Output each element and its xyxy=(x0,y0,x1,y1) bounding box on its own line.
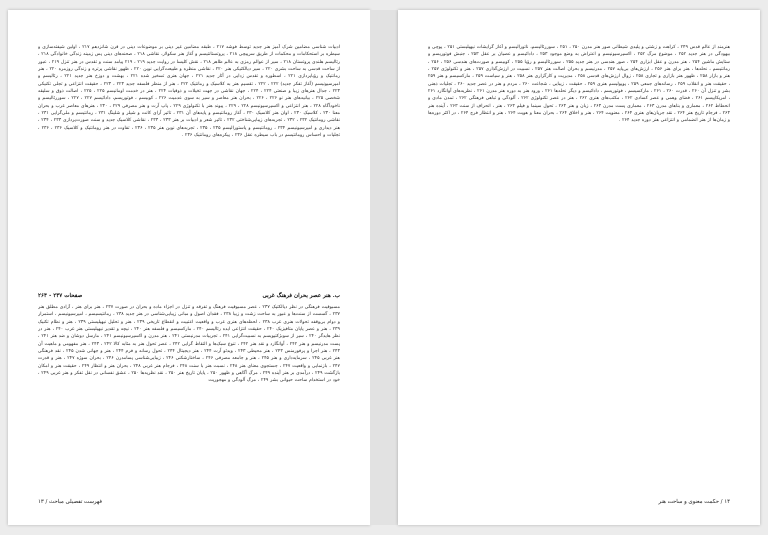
left-paragraph-2: مسبوقیت فرهنگی در نظر دیالکتیک ۲۳۷ ، عصر مسبوقیت فرهنگ و تفرقه و تنزل در اجزاء ماده و بحران در صورت ۲۳۷ ، هنر برای هنر ، آزادی مطلق هنر ۲۳۷ ، گسست از سنت‌ها و عبور به ساحت زشت و زیبا ۲۳۸ ، فقدان اصول و مبانی زیبایی‌شناسی در هنر جدید ۲۳۸ ، رمانتیسیسم ، امپرسیونیسم ، استمرار و دوام بی‌وقفه تحولات هنری غرب ۲۳۸ ، لحظه‌های هنری غرب و واقعیت اعتبیت و انقطاع تاریخی ۲۳۹ ، هنر و تحلیل نیهیلیستی ۲۳۹ ، هنر و نظام تکنیک ۲۳۹ ، هنر و عصر پایان متافیزیک ۲۴۰ ، حقیقت انتزاعی ایده رئالیسم ۲۴۰ ، مارکسیسم و فلسفه هنر ۲۴۰ ، نیچه و تقدیر نیهیلیستی هنر غرب ۲۴۰ ، هنر در نظر هایدگر ۲۴۰ ، سیر از سوبژکتیویسم به نسبیت‌گرایی ۲۴۱ ، تجربیات مدرنیستی ۲۴۱ ، هنر مدرن و اکسپرسیونیسم ۲۴۱ ، مارسل دوشان و ضد هنر ۲۴۱ ، پست مدرنیسم و هنر ۲۴۲ ، آوانگارد و نقد هنر ۲۴۲ ، تنوع سبک‌ها و التقاط گرایی ۲۴۲ ، عصر تحول هنر به مثابه کالا ۲۴۲ ، ۲۴۳ ، هنر مفهومی و ماهیت آن ۲۴۳ ، هنر اجرا و پرفورمنس ۲۴۳ ، هنر محیطی ۲۴۳ ، ویدئو آرت ۲۴۴ ، هنر دیجیتال ۲۴۴ ، تحول رسانه و فرم ۲۴۴ ، هنر و جهانی شدن ۲۴۵ ، نقد فرهنگی هنر غربی ۲۴۵ ، سرمایه‌داری و هنر ۲۴۵ ، هنر و جامعه مصرفی ۲۴۶ ، ساختارشکنی ۲۴۶ ، زیبایی‌شناسی پسامدرن ۲۴۶ ، بحران سوژه ۲۴۷ ، هنر و قدرت ۲۴۷ ، بازنمایی و واقعیت ۲۴۷ ، جستجوی معنای هنر ۲۴۸ ، نسبت هنر با سنت ۲۴۸ ، فرجام هنر غربی ۲۴۸ ، بحران هنر و انتظار ۲۴۹ ، حقیقت هنر و امکان بازگشت ۲۴۹ ، درآمدی بر هنر آینده ۲۴۹ ، مرگ آگاهی و ظهور ۲۵۰ ، پایان تاریخ هنر ۲۵۰ ، نقد نظریه‌ها ۲۵۰ ، عشق نفسانی در نقل تفکر و هنر غربی ۲۴۹ ، خود در استخدام ساحت حیوانی بشر ۲۴۹ ، مرگ آلودگی و مهجوریت xyxy=(38,305,340,384)
left-page-footer: فهرست تفصیلی مباحث / ۱۳ xyxy=(38,499,102,505)
book-gutter xyxy=(370,10,398,525)
left-paragraph-1: ادبیات شناسی مضامین شرک آمیز هنر جدید توسط فوشه ۲۱۷ ، طبقه مضامین غیر دینی بر موضوعات دینی در قرن شانزدهم ۲۱۷ ، اولین شیفته‌سازی و سیطره بر استحکامات و محکمات از طریق سرپیچی ۲۱۸ ، پروتستانتیسم و آغاز هنر سکولار، نقاشی ۲۱۸ ، صحنه‌های دینی پس زمینه زندگی خانوادگی ۲۱۸ ، رئالیسم‌ هلندی پروتستان ۲۱۸ ، سیر از عوالم رمزی به عالم ظاهر ۲۱۸ ، نقش کلیسا در روایت جدید ۲۱۹ ، ۲۱۹ پیامد سنت و تقدس در هنر تنزل ۲۱۹ ، عبور از ساحت قدسی به ساحت بشری ۲۲۰ ، سیر دیالکتیکی هنر ۲۲۰ ، نقاشی منظره و طبیعت‌گرایی نوین ۲۲۰ ، ظهور نقاشی پرتره و زندگی روزمره ۲۲۰ ، هنر رمانتیک و رؤیاپردازی ۲۲۱ ، اسطوره و تقدس زدایی در آثار جدید ۲۲۱ ، جهان هنری تسخیر شده ۲۲۱ ، بهشت و دوزخ هنر جدید ۲۲۱ ، رئالیسم و امپرسیونیسم (آغاز تفکر جدید) ۲۲۲ ، ۲۲۲ ، تقسیم هنر به کلاسیک و رمانتیک ۲۲۲ ، هنر از منظر فلسفه جدید ۲۲۳ ، ۲۲۳ ، حقیقت انتزاعی و تجلی تکنیکی ۲۲۳ ، جدال هنرهای زیبا و صنعتی ۲۲۴ ، ۲۲۴ ، جهان نقاشی در جهت تخیلات و ذوقیات ۲۲۴ ، هنر در خدمت اومانیسم ۲۲۵ ، ۲۲۵ ، اصالت ذوق و سلیقه شخصی ۲۲۵ ، بیانیه‌های هنر نو ۲۲۶ ، ۲۲۶ ، بحران هنر معاصر و سیر به سوی عدمیت ۲۲۶ ، کوبیسم ، فوتوریسم، دادائیسم ۲۲۷ ، ۲۲۷ ، سوررئالیسم و ناخودآگاه ۲۲۸ ، هنر انتزاعی و اکسپرسیونیسم ۲۲۸ ، ۲۲۹ ، پیوند هنر با تکنولوژی ۲۲۹ ، پاپ آرت و هنر مصرفی ۲۲۹ ، ۲۳۰ ، هنرهای معاصر غرب و بحران معنا ۲۳۰ ، کلاسیک ۲۳۰ ، اوان هنر کلاسیک ۲۳۰ ، آغاز رومانتیسم و پایه‌های آن ۲۳۱ ، تاثیر آرای کانت و شیلر و شلینگ ۲۳۱ ، رمانتیسم و ملی‌گرایی ۲۳۱ ، نقاشی رومانتیک ۲۳۲ ، ۲۳۲ ، تجربه‌های زیبایی‌شناختی ۲۳۲ ، تاثیر شعر و ادبیات بر هنر ۲۳۳ ، ۲۳۳ ، نقاشی کلاسیک جدید و سنت صورت‌پردازی ۲۳۳ ، ۲۳۴ ، هنر دیداری و امپرسیونیسم ۲۳۴ ، رومانتیسم و پاستورالیسم ۲۳۵ ، ۲۳۵ ، تجربه‌های نوین هنر ۲۳۵ ، ۲۳۶ ، تفاوت در هنر رومانتیک و کلاسیک ۲۳۶ ، ۲۳۶ ، تجلیات و احساس رومانتیسم در باب سیطره عقل ۲۳۶ ، پیکره‌های رومانتیک ۲۳۶ . xyxy=(38,45,340,139)
left-page xyxy=(8,10,370,525)
left-section-heading: ب. هنر عصر بحران فرهنگ غربی xyxy=(262,293,340,299)
right-paragraph-1: هنرمند از عالم قدس ۲۴۹ ، کراهت و زشتی و پلیدی شیطانی صور هنر مدرن ۲۵۰ ، ۲۵۱ ، سوررئالیسم، ناتورالیسم و آغاز گرایشات نیهیلیستی ۲۵۱ ، پوچی و بیهودگی در هنر جدید ۲۵۲ ، موضوع مرگ ۲۵۲ ، اکسپرسیونیسم و اعتراض به وضع موجود ۲۵۳ ، دادائیسم و عصیان بر عقل ۲۵۳ ، جنبش فوتوریسم و ستایش ماشین ۲۵۴ ، هنر مدرن و عقل ابزاری ۲۵۴ ، صور هندسی در هنر جدید ۲۵۵ ، سوررئالیسم و رؤیا ۲۵۵ ، کوبیسم و صورت‌های هندسی ۲۵۶ ، ۲۵۶ ، رمانتیسم ، نحله‌ها ، هنر برای هنر ۲۵۶ ، ارزش‌های بی‌پایه ۲۵۷ ، مدرنیسم و بحران اصالت هنر ۲۵۷ ، نسبیت در ارزش‌گذاری ۲۵۷ ، هنر و تکنولوژی ۲۵۷ ، هنر و بازار ۲۵۸ ، ظهور هنر بازاری و تجاری ۲۵۸ ، زوال ارزش‌های قدسی ۲۵۸ ، مدیریت و کارگزاری هنر ۲۵۸ ، هنر و سیاست ۲۵۹ ، مارکسیسم و هنر ۲۵۹ ، حقیقت هنر و انقلاب ۲۵۹ ، رسانه‌های جمعی ۲۵۹ ، پوپولیسم هنری ۲۵۹ ، حقیقت ، زیبایی ، شجاعت ۲۶۰ ، مردم و هنر در عصر جدید ۲۶۰ ، تجلیات ذهنی بشر و تنزل آن ۲۶۰ ، قدرت ۲۶۰ ، ۲۶۱ ، مارکسیسم ، فوتوریسم ، دادائیسم و دیگر نحله‌ها ۲۶۱ ، ورود هنر به دوره هنر مدرن ۲۶۱ ، نظریه‌های آوانگارد ۲۶۱ ، امریکاییسم ۲۶۱ ، فضای وهمی و عصر کسادی ۲۶۲ ، مکتب‌های هنری ۲۶۲ ، هنر در عصر تکنولوژی ۲۶۲ ، آلودگی و تباهی فرهنگی ۲۶۲ ، تمدن مادی و انحطاط ۲۶۲ ، معماری و بناهای مدرن ۲۶۳ ، معماری پست مدرن ۲۶۳ ، زبان و هنر ۲۶۳ ، تحول سینما و فیلم ۲۶۳ ، هنر ، انحراف از سنت ۲۶۳ ، آینده هنر ۲۶۳ ، فرجام تاریخ هنر ۲۶۴ ، نقد جریان‌های هنری ۲۶۴ ، معنویت ۲۶۴ ، هنر و اخلاق ۲۶۴ ، بحران معنا و هویت ۲۶۴ ، هنر و انتظار فرج ۲۶۴ ، در اکثر دوره‌ها و زمان‌ها از هنر انضمامی و انتزاعی هنر دوره جدید ۲۶۴ . xyxy=(428,45,730,124)
right-page-footer: ۱۴ / حکمت معنوی و ساحت هنر xyxy=(658,499,730,505)
left-section-page-range: صفحات ۲۳۷ - ۲۶۴ xyxy=(38,293,83,299)
right-page xyxy=(398,10,760,525)
